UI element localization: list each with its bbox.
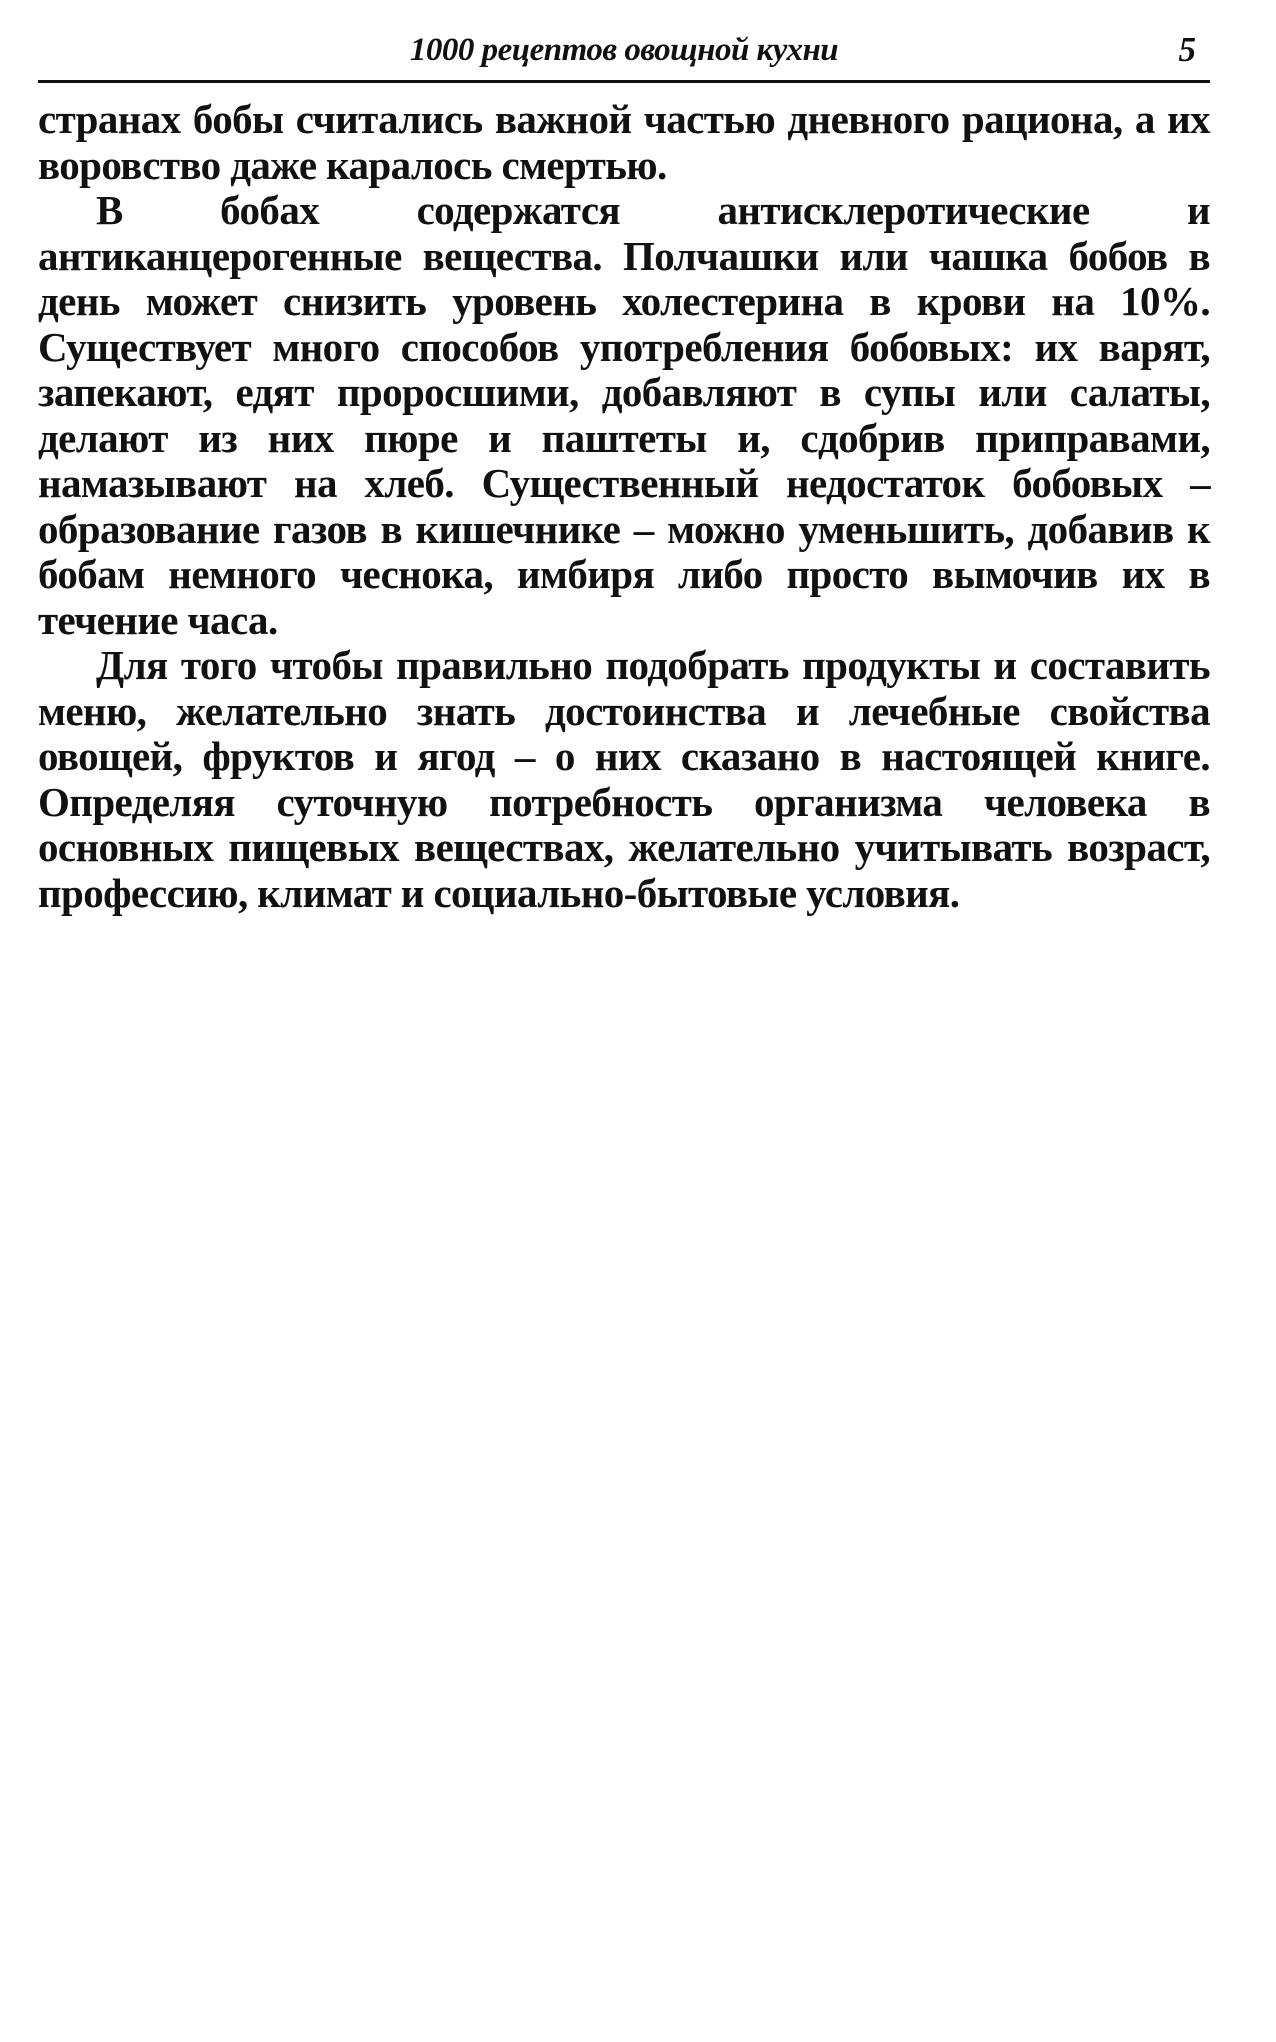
paragraph-beans-benefits: В бобах содержатся антисклеротические и антиканцерогенные вещества. Полчашки или чашка бобов в день может снизить уровень холестерина в крови на 10%. Существует много способов употребления бобовых: их варят, запекают, едят проросшими, добавляют в супы или салаты, делают из них пюре и паштеты и, сдобрив приправами, намазывают на хлеб. Существенный недостаток бобовых – образование газов в кишечнике – можно уменьшить, добавив к бобам немного чеснока, имбиря либо просто вымочив их в течение часа. [38,187,1210,643]
paragraph-continuation: странах бобы считались важной частью дневного рациона, а их воровство даже каралось смертью. [38,96,1210,188]
running-header [38,28,1210,83]
book-page [38,28,1210,916]
book-title: 1000 рецептов овощной кухни [409,32,839,68]
page-number: 5 [1178,30,1196,69]
paragraph-menu-planning: Для того чтобы правильно подобрать продукты и составить меню, желательно знать достоинства и лечебные свойства овощей, фруктов и ягод – о них сказано в настоящей книге. Определяя суточную потребность организма человека в основных пищевых веществах, желательно учитывать возраст, профессию, климат и социально-бытовые условия. [38,642,1210,916]
body-text [38,97,1210,916]
